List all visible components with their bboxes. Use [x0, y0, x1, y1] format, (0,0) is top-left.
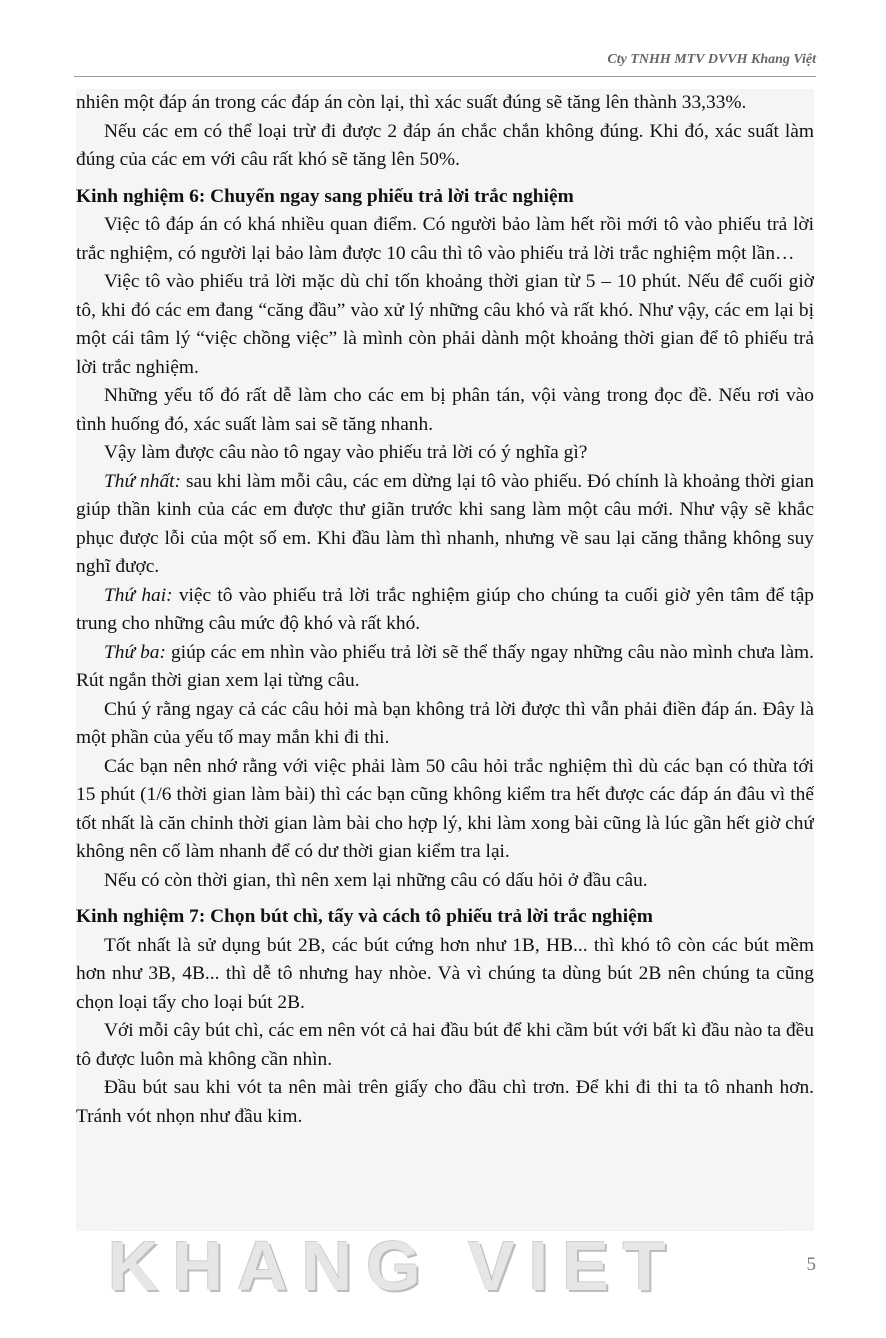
- section-heading-7: Kinh nghiệm 7: Chọn bút chì, tẩy và cách tô phiếu trả lời trắc nghiệm: [76, 906, 653, 927]
- paragraph: Đầu bút sau khi vót ta nên mài trên giấy cho đầu chì trơn. Để khi đi thi ta tô nhanh hơn. Tránh vót nhọn như đầu kim.: [76, 1077, 814, 1127]
- section-heading-6: Kinh nghiệm 6: Chuyển ngay sang phiếu trả lời trắc nghiệm: [76, 185, 574, 207]
- paragraph: Vậy làm được câu nào tô ngay vào phiếu trả lời có ý nghĩa gì?: [104, 442, 588, 463]
- point-label-second: Thứ hai:: [104, 584, 173, 606]
- publisher-watermark: KHANG VIET: [108, 1226, 784, 1306]
- paragraph: [76, 582, 814, 639]
- header-divider: [74, 76, 816, 77]
- point-text: sau khi làm mỗi câu, các em dừng lại tô vào phiếu. Đó chính là khoảng thời gian giúp thần kinh của các em được thư giãn trước khi sang làm một câu mới. Như vậy sẽ khắc phục được lỗi của một số em. Khi đầu làm thì nhanh, nhưng về sau lại căng thẳng không suy nghĩ được.: [76, 470, 814, 577]
- paragraph: [76, 639, 814, 696]
- point-text: giúp các em nhìn vào phiếu trả lời sẽ thể thấy ngay những câu nào mình chưa làm. Rút ngắn thời gian xem lại từng câu.: [76, 641, 814, 691]
- paragraph: Việc tô vào phiếu trả lời mặc dù chỉ tốn khoảng thời gian từ 5 – 10 phút. Nếu để cuối giờ tô, khi đó các em đang “căng đầu” vào xử lý những câu khó và rất khó. Như vậy, các em lại bị một cái tâm lý “việc chồng việc” là mình còn phải dành một khoảng thời gian để tô phiếu trả lời trắc nghiệm.: [76, 271, 814, 378]
- point-label-third: Thứ ba:: [104, 641, 166, 663]
- paragraph: Việc tô đáp án có khá nhiều quan điểm. Có người bảo làm hết rồi mới tô vào phiếu trả lời trắc nghiệm, có người lại bảo làm được 10 câu thì tô vào phiếu trả lời trắc nghiệm một lần…: [76, 214, 814, 264]
- paragraph: Chú ý rằng ngay cả các câu hỏi mà bạn không trả lời được thì vẫn phải điền đáp án. Đây là một phần của yếu tố may mắn khi đi thi.: [76, 698, 814, 748]
- paragraph: Nếu có còn thời gian, thì nên xem lại những câu có dấu hỏi ở đầu câu.: [104, 869, 648, 891]
- paragraph: Với mỗi cây bút chì, các em nên vót cả hai đầu bút để khi cầm bút với bất kì đầu nào ta đều tô được luôn mà không cần nhìn.: [76, 1020, 814, 1070]
- running-header: Cty TNHH MTV DVVH Khang Việt: [607, 52, 816, 67]
- point-label-first: Thứ nhất:: [104, 470, 181, 492]
- page-number: 5: [806, 1254, 816, 1275]
- paragraph: Tốt nhất là sử dụng bút 2B, các bút cứng hơn như 1B, HB... thì khó tô còn các bút mềm hơn như 3B, 4B... thì dễ tô nhưng hay nhòe. Và vì chúng ta dùng bút 2B nên chúng ta cũng chọn loại tẩy cho loại bút 2B.: [76, 934, 814, 1013]
- paragraph: Nếu các em có thể loại trừ đi được 2 đáp án chắc chắn không đúng. Khi đó, xác suất làm đúng của các em với câu rất khó sẽ tăng lên 50%.: [76, 120, 814, 170]
- page-body: [76, 89, 814, 1231]
- paragraph: [76, 468, 814, 582]
- paragraph: Những yếu tố đó rất dễ làm cho các em bị phân tán, vội vàng trong đọc đề. Nếu rơi vào tình huống đó, xác suất làm sai sẽ tăng nhanh.: [76, 385, 814, 435]
- paragraph: nhiên một đáp án trong các đáp án còn lại, thì xác suất đúng sẽ tăng lên thành 33,33%.: [76, 92, 747, 113]
- paragraph: Các bạn nên nhớ rằng với việc phải làm 50 câu hỏi trắc nghiệm thì dù các bạn có thừa tới 15 phút (1/6 thời gian làm bài) thì các bạn cũng không kiểm tra hết được các đáp án đâu vì thế tốt nhất là căn chỉnh thời gian làm bài cho hợp lý, khi làm xong bài cũng là lúc gần hết giờ chứ không nên cố làm nhanh để có dư thời gian kiểm tra lại.: [76, 755, 814, 862]
- point-text: việc tô vào phiếu trả lời trắc nghiệm giúp cho chúng ta cuối giờ yên tâm để tập trung cho những câu mức độ khó và rất khó.: [76, 584, 814, 634]
